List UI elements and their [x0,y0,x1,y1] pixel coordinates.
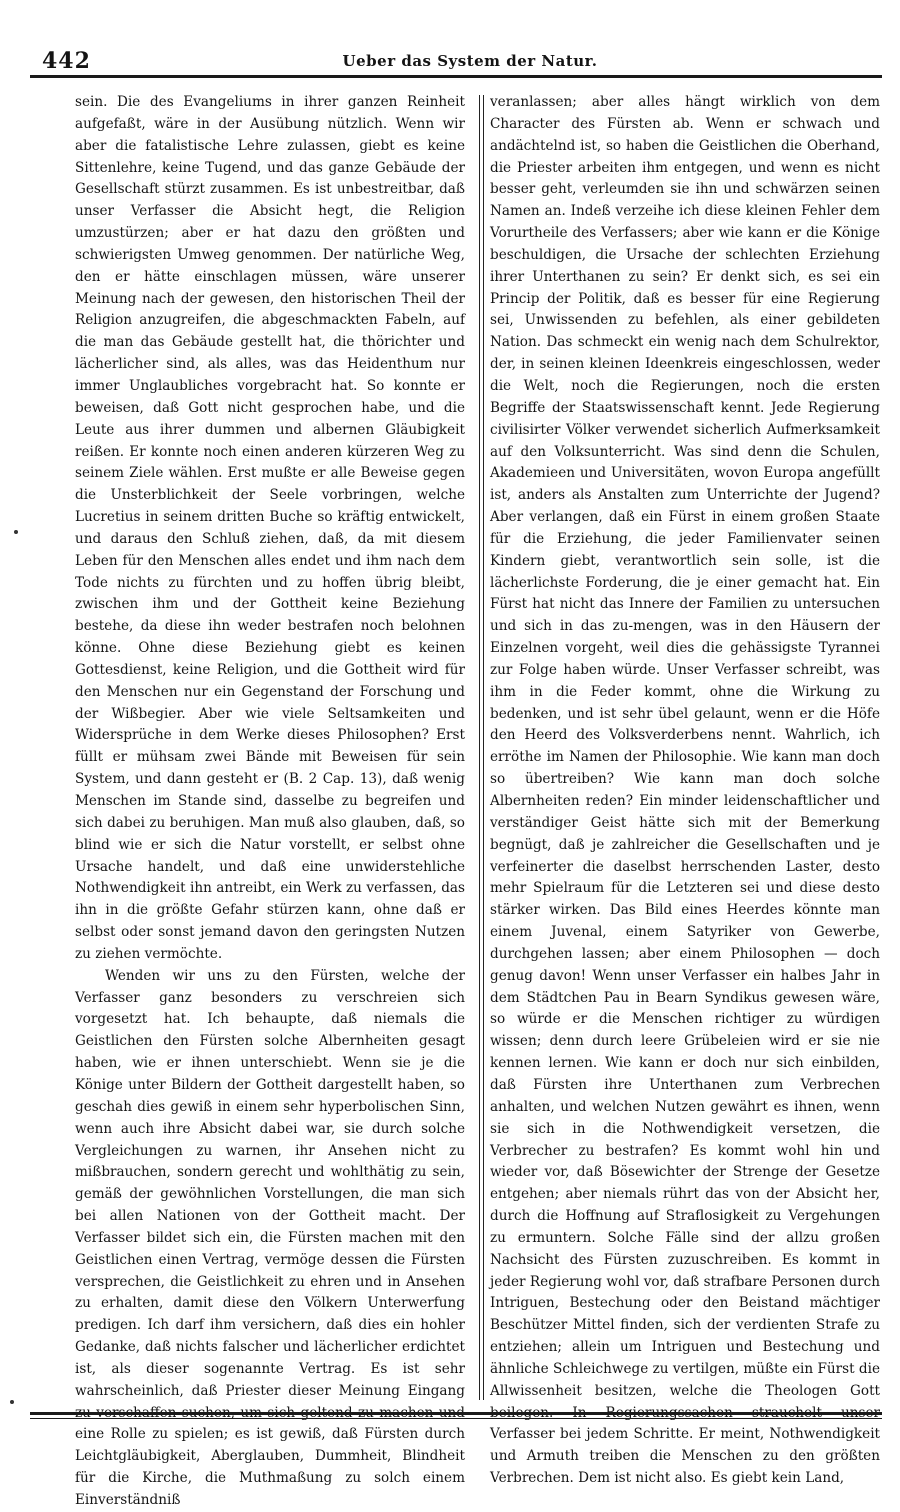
left-column [75,92,465,1508]
margin-speck [14,530,18,534]
top-rule [30,75,882,78]
page-number: 442 [42,48,91,74]
bottom-rule-thin [30,1418,882,1419]
running-head: Ueber das System der Natur. [342,52,598,70]
column-divider-inner [483,95,484,1400]
column-divider [479,95,480,1400]
bottom-rule [30,1412,882,1415]
right-column [490,92,880,1487]
left-paragraph-2: Wenden wir uns zu den Fürsten, welche der Verfasser ganz besonders zu verschreien sich vorgesetzt hat. Ich behaupte, daß niemals die Geistlichen den Fürsten solche Albernheiten gesagt haben, wie er ihnen unterschiebt. Wenn sie je die Könige unter Bildern der Gottheit dargestellt haben, so geschah dies gewiß in einem sehr hyperbolischen Sinn, wenn auch ihre Absicht dabei war, sie durch solche Vergleichungen zu warnen, ihr Ansehen nicht zu mißbrauchen, sondern gerecht und wohlthätig zu sein, gemäß der gewöhnlichen Vorstellungen, die man sich bei allen Nationen von der Gottheit macht. Der Verfasser bildet sich ein, die Fürsten machen mit den Geistlichen einen Vertrag, vermöge dessen die Fürsten versprechen, die Geistlichkeit zu ehren und in Ansehen zu erhalten, damit diese den Völkern Unterwerfung predigen. Ich darf ihm versichern, daß dies ein hohler Gedanke, daß nichts falscher und lächerlicher erdichtet ist, als dieser sogenannte Vertrag. Es ist sehr wahrscheinlich, daß Priester dieser Meinung Eingang zu verschaffen suchen, um sich geltend zu machen und eine Rolle zu spielen; es ist gewiß, daß Fürsten durch Leichtgläubigkeit, Aberglauben, Dummheit, Blindheit für die Kirche, die Muthmaßung zu solch einem Einverständniß [75,967,465,1508]
margin-speck [10,1400,14,1404]
left-paragraph-1: sein. Die des Evangeliums in ihrer ganzen Reinheit aufgefaßt, wäre in der Ausübung nützlich. Wenn wir aber die fatalistische Lehre zulassen, giebt es keine Sittenlehre, keine Tugend, und das ganze Gebäude der Gesellschaft stürzt zusammen. Es ist unbestreitbar, daß unser Verfasser die Absicht hegt, die Religion umzustürzen; aber er hat dazu den größten und schwierigsten Umweg genommen. Der natürliche Weg, den er hätte einschlagen müssen, wäre unserer Meinung nach der gewesen, den historischen Theil der Religion anzugreifen, die abgeschmackten Fabeln, auf die man das Gebäude gestellt hat, die thörichter und lächerlicher sind, als alles, was das Heidenthum nur immer Unglaubliches vorgebracht hat. So konnte er beweisen, daß Gott nicht gesprochen habe, und die Leute aus ihrer dummen und albernen Gläubigkeit reißen. Er konnte noch einen anderen kürzeren Weg zu seinem Ziele wählen. Erst mußte er alle Beweise gegen die Unsterblichkeit der Seele vorbringen, welche Lucretius in seinem dritten Buche so kräftig entwickelt, und daraus den Schluß ziehen, daß, da mit diesem Leben für den Menschen alles endet und ihm nach dem Tode nichts zu fürchten und zu hoffen übrig bleibt, zwischen ihm und der Gottheit keine Beziehung bestehe, da diese ihn weder bestrafen noch belohnen könne. Ohne diese Beziehung giebt es keinen Gottesdienst, keine Religion, und die Gottheit wird für den Menschen nur ein Gegenstand der Forschung und der Wißbegier. Aber wie viele Seltsamkeiten und Widersprüche in dem Werke dieses Philosophen? Erst füllt er mühsam zwei Bände mit Beweisen für sein System, und dann gesteht er (B. 2 Cap. 13), daß wenig Menschen im Stande sind, dasselbe zu begreifen und sich dabei zu beruhigen. Man muß also glauben, daß, so blind wie er sich die Natur vorstellt, er selbst ohne Ursache handelt, und daß eine unwiderstehliche Nothwendigkeit ihn antreibt, ein Werk zu verfassen, das ihn in die größte Gefahr stürzen kann, ohne daß er selbst oder sonst jemand davon den geringsten Nutzen zu ziehen vermöchte. [75,94,465,962]
right-paragraph-1: veranlassen; aber alles hängt wirklich von dem Character des Fürsten ab. Wenn er schwach und andächtelnd ist, so haben die Geistlichen die Oberhand, die Priester arbeiten ihm entgegen, und wenn es nicht besser geht, verleumden sie ihn und schwärzen seinen Namen an. Indeß verzeihe ich diese kleinen Fehler dem Vorurtheile des Verfassers; aber wie kann er die Könige beschuldigen, die Ursache der schlechten Erziehung ihrer Unterthanen zu sein? Er denkt sich, es sei ein Princip der Politik, daß es besser für eine Regierung sei, Unwissenden zu befehlen, als einer gebildeten Nation. Das schmeckt ein wenig nach dem Schulrektor, der, in seinen kleinen Ideenkreis eingeschlossen, weder die Welt, noch die Regierungen, noch die ersten Begriffe der Staatswissenschaft kennt. Jede Regierung civilisirter Völker verwendet sicherlich Aufmerksamkeit auf den Volksunterricht. Was sind denn die Schulen, Akademieen und Universitäten, wovon Europa angefüllt ist, anders als Anstalten zum Unterrichte der Jugend? Aber verlangen, daß ein Fürst in einem großen Staate für die Erziehung, die jeder Familienvater seinen Kindern giebt, verantwortlich sein solle, ist die lächerlichste Forderung, die je einer gemacht hat. Ein Fürst hat nicht das Innere der Familien zu untersuchen und sich in das zu-mengen, was in den Häusern der Einzelnen vorgeht, weil dies die gehässigste Tyrannei zur Folge haben würde. Unser Verfasser schreibt, was ihm in die Feder kommt, ohne die Wirkung zu bedenken, und ist sehr übel gelaunt, wenn er die Höfe den Heerd des Volksverderbens nennt. Wahrlich, ich erröthe im Namen der Philosophie. Wie kann man doch so übertreiben? Wie kann man doch solche Albernheiten reden? Ein minder leidenschaftlicher und verständiger Geist hätte sich mit der Bemerkung begnügt, daß je zahlreicher die Gesellschaften und je verfeinerter die daselbst herrschenden Laster, desto mehr Spielraum für die Letzteren sei und diese desto stärker wirken. Das Bild eines Heerdes könnte man einem Juvenal, einem Satyriker von Gewerbe, durchgehen lassen; aber einem Philosophen — doch genug davon! Wenn unser Verfasser ein halbes Jahr in dem Städtchen Pau in Bearn Syndikus gewesen wäre, so würde er die Menschen richtiger zu würdigen wissen; denn durch leere Grübeleien wird er sie nie kennen lernen. Wie kann er doch nur sich einbilden, daß Fürsten ihre Unterthanen zum Verbrechen anhalten, und welchen Nutzen gewährt es ihnen, wenn sie sich in die Nothwendigkeit versetzen, die Verbrecher zu bestrafen? Es kommt wohl hin und wieder vor, daß Bösewichter der Strenge der Gesetze entgehen; aber niemals rührt das von der Absicht her, durch die Hoffnung auf Straflosigkeit zu Vergehungen zu ermuntern. Solche Fälle sind der allzu großen Nachsicht des Fürsten zuzuschreiben. Es kommt in jeder Regierung wohl vor, daß strafbare Personen durch Intriguen, Bestechung oder den Beistand mächtiger Beschützer Mittel finden, sich der verdienten Strafe zu entziehen; allein um Intriguen und Bestechung und ähnliche Schleichwege zu vertilgen, müßte ein Fürst die Allwissenheit besitzen, welche die Theologen Gott beilegen. In Regierungssachen strauchelt unser Verfasser bei jedem Schritte. Er meint, Nothwendigkeit und Armuth treiben die Menschen zu den größten Verbrechen. Dem ist nicht also. Es giebt kein Land, [490,94,880,1487]
